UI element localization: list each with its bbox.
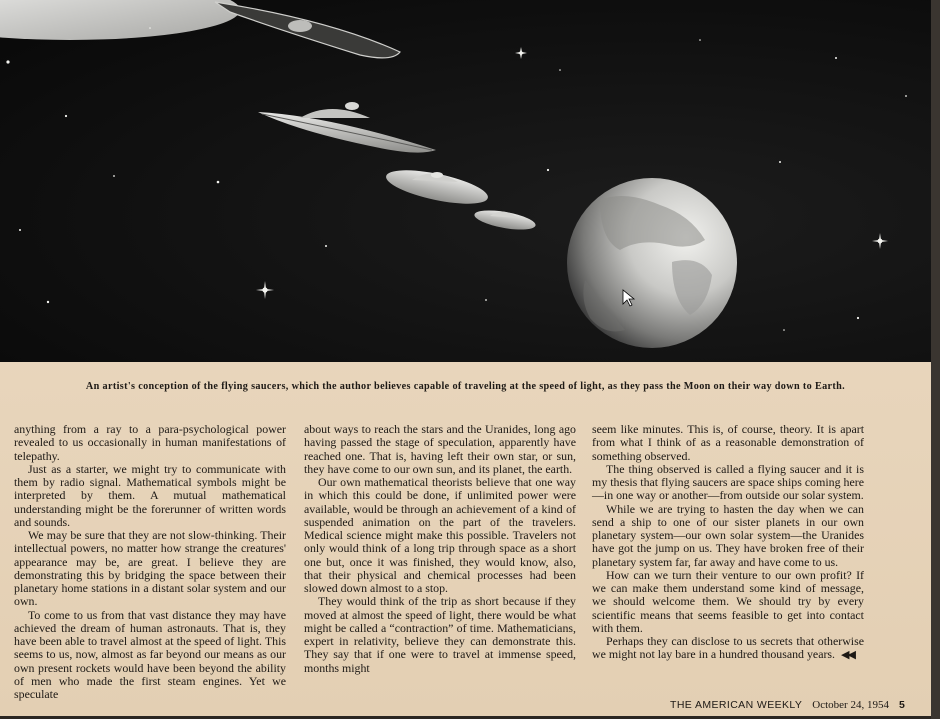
paragraph: They would think of the trip as short because if they moved at almost the speed of light, there would be what might be called a “contraction” of time. Mathematicians, expert in relativity, believe they can demonstrate this. They say that if one were to travel at immense speed, months might	[304, 594, 576, 675]
saucer-3	[383, 163, 490, 210]
paragraph: about ways to reach the stars and the Uranides, long ago having passed the stage of speculation, apparently have reached one. That is, having left their own star, or sun, they have come to our own sun, and its planet, the earth.	[304, 422, 576, 476]
article-column-1	[14, 423, 286, 701]
publication-name: THE AMERICAN WEEKLY	[670, 699, 803, 711]
end-mark-icon: ◀◀	[841, 649, 854, 662]
saucer-illustration	[0, 0, 931, 362]
paragraph: Our own mathematical theorists believe that one way in which this could be done, if unlimited power were available, would be through an achievement of a kind of suspended animation on the part of the travelers. Medical science might make this possible. Travelers not only would think of a long trip through space as a short one but, once it was finished, they would know, also, that their physical and chemical processes had been slowed down almost to a stop.	[304, 475, 576, 595]
saucer-2	[258, 102, 436, 153]
bright-star	[872, 233, 888, 249]
large-saucer	[0, 0, 400, 58]
paragraph: We may be sure that they are not slow-thinking. Their intellectual powers, no matter how strange the creatures' appearance may be, are great. I believe they are demonstrating this by bridging the space between their planetary home stations in a distant solar system and our own.	[14, 528, 286, 609]
article-column-2	[304, 423, 576, 675]
page-number: 5	[898, 699, 905, 711]
saucer-4	[473, 207, 537, 234]
bright-star	[256, 281, 274, 299]
paragraph: To come to us from that vast distance they may have achieved the dream of human astronauts. That is, they have been able to travel almost at the speed of light. This seems to us, now, almost as far beyond our means as our own present rockets would have been beyond the ability of men who made the first steam engines. Yet we speculate	[14, 607, 286, 701]
issue-date: October 24, 1954	[812, 699, 889, 711]
page-footer	[670, 699, 905, 711]
viewer-edge	[931, 0, 940, 719]
paragraph: How can we turn their venture to our own profit? If we can make them understand some kind of message, we should welcome them. We should try by every scientific means that seems feasible to get into contact with them.	[592, 567, 864, 635]
paragraph: Just as a starter, we might try to communicate with them by radio signal. Mathematical symbols might be interpreted by them. A mutual mathematical understanding might be the forerunner of written words and sounds.	[14, 461, 286, 529]
article-column-3	[592, 423, 864, 663]
paragraph: anything from a ray to a para-psychological power revealed to us occasionally in human manifestations of telepathy.	[14, 422, 286, 463]
paragraph: Perhaps they can disclose to us secrets that otherwise we might not lay bare in a hundred thousand years.	[592, 634, 864, 662]
paragraph-final	[592, 635, 864, 663]
paragraph: seem like minutes. This is, of course, theory. It is apart from what I think of as a reasonable demonstration of something observed.	[592, 422, 864, 463]
paragraph: The thing observed is called a flying saucer and it is my thesis that flying saucers are space ships coming here—in one way or another—from outside our solar system.	[592, 461, 864, 503]
bright-star	[515, 47, 527, 59]
illustration-caption: An artist's conception of the flying saucers, which the author believes capable of traveling at the speed of light, as they pass the Moon on their way down to Earth.	[85, 381, 846, 392]
space-scene	[0, 0, 931, 362]
paragraph: While we are trying to hasten the day when we can send a ship to one of our sister planets in our own planetary system—our own solar system—the Uranides have got the jump on us. They have broken free of their planetary system far, far away and have come to us.	[592, 501, 864, 569]
moon	[567, 178, 737, 348]
